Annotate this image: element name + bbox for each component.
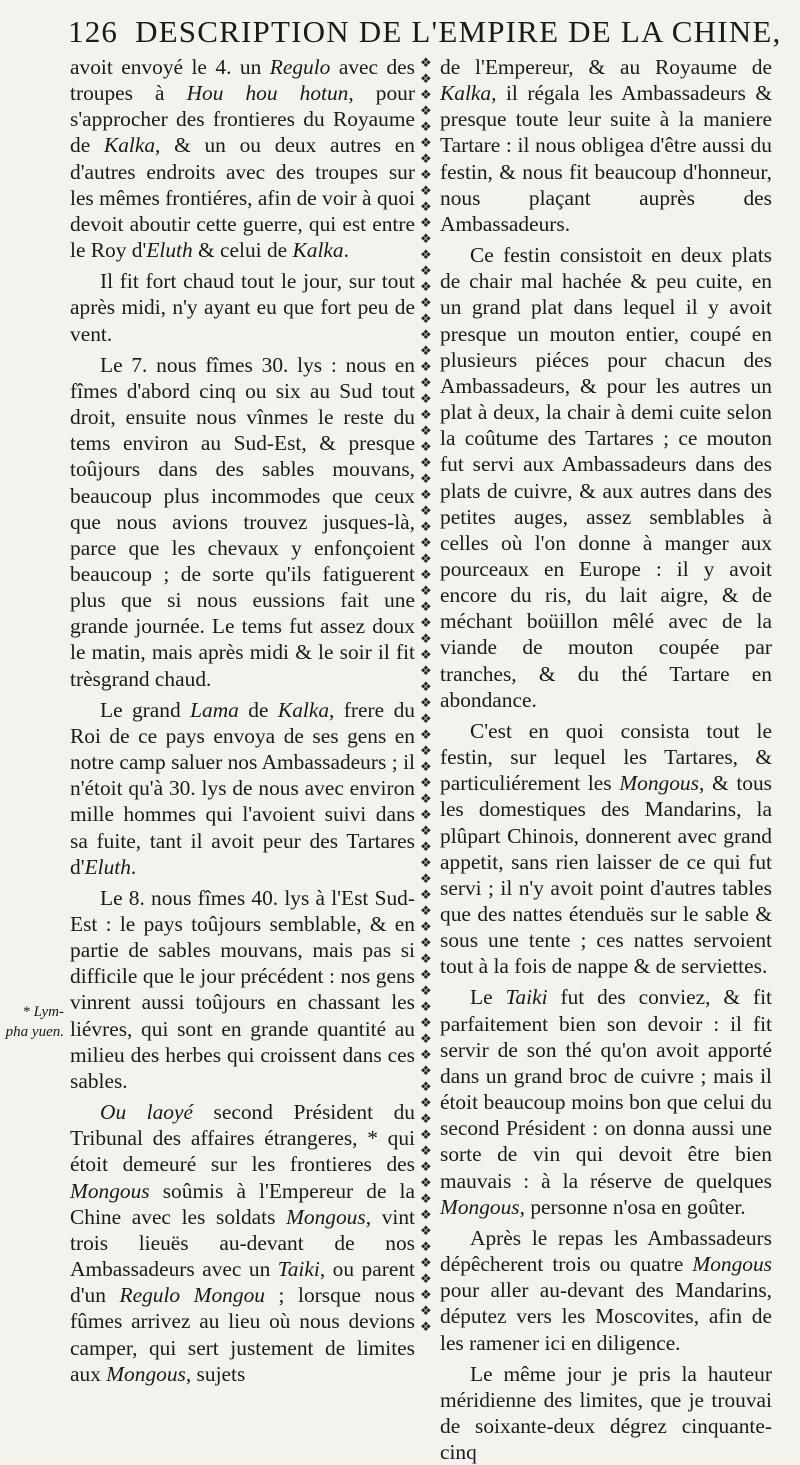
page-header bbox=[68, 14, 782, 54]
paragraph: Ce festin consistoit en deux plats de chair mal hachée & peu cuite, en un grand plat dans lequel il y avoit presque un mouton entier, coupé en plusieurs piéces pour chacun des Ambassadeurs, & pour les autres un plat à deux, la chair à demi cuite selon la coûtume des Tartares ; ce mouton fut servi aux Ambassadeurs dans des plats de cuivre, & aux autres dans des petites auges, assez semblables à celles où l'on donne à manger aux pourceaux en Europe : il y avoit encore du ris, du lait aigre, & de méchant boüillon mêlé avec de la viande de mouton coupée par tranches, & du thé Tartare en abondance. bbox=[440, 243, 772, 712]
column-ornament-divider: ❖❖❖❖❖❖❖❖❖❖❖❖❖❖❖❖❖❖❖❖❖❖❖❖❖❖❖❖❖❖❖❖❖❖❖❖❖❖❖❖❖❖❖❖❖❖❖❖❖❖❖❖❖❖❖❖❖❖❖❖❖❖❖❖❖❖❖❖❖❖❖❖❖❖❖❖❖❖❖❖ bbox=[420, 56, 432, 1335]
paragraph: avoit envoyé le 4. un Regulo avec des troupes à Hou hou hotun, pour s'approcher des frontieres du Royaume de Kalka, & un ou deux autres en d'autres endroits avec des troupes sur les mêmes frontiéres, afin de voir à quoi devoit aboutir cette guerre, qui est entre le Roy d'Eluth & celui de Kalka. bbox=[70, 55, 415, 263]
margin-note-line: * Lym- bbox=[22, 1004, 64, 1020]
paragraph: Le 7. nous fîmes 30. lys : nous en fîmes d'abord cinq ou six au Sud tout droit, ensuite nous vînmes le reste du tems environ au Sud-Est, & presque toûjours dans des sables mouvans, beaucoup plus incommodes que ceux que nous avions trouvez jusques-là, parce que les chevaux y enfonçoient beaucoup ; de sorte qu'ils fatiguerent plus que si nous eussions fait une grande journée. Le tems fut assez doux le matin, mais après midi & le soir il fit trèsgrand chaud. bbox=[70, 352, 415, 691]
paragraph: de l'Empereur, & au Royaume de Kalka, il régala les Ambassadeurs & presque toute leur suite à la maniere Tartare : il nous obligea d'être aussi du festin, & nous fit beaucoup d'honneur, nous plaçant auprès des Ambassadeurs. bbox=[440, 55, 772, 236]
left-column bbox=[70, 54, 415, 1387]
margin-note bbox=[4, 1002, 64, 1042]
paragraph: Le même jour je pris la hauteur méridienne des limites, que je trouvai de soixante-deux dégrez cinquante-cinq bbox=[440, 1361, 772, 1465]
paragraph: Il fit fort chaud tout le jour, sur tout après midi, n'y ayant eu que fort peu de vent. bbox=[70, 269, 415, 346]
right-column bbox=[440, 54, 772, 1465]
paragraph: Ou laoyé second Président du Tribunal des affaires étrangeres, * qui étoit demeuré sur les frontieres des Mongous soûmis à l'Empereur de la Chine avec les soldats Mongous, vint trois lieuës au-devant de nos Ambassadeurs avec un Taiki, ou parent d'un Regulo Mongou ; lorsque nous fûmes arrivez au lieu où nous devions camper, qui sert justement de limites aux Mongous, sujets bbox=[70, 1100, 415, 1386]
margin-note-line: pha yuen. bbox=[5, 1024, 64, 1040]
paragraph: C'est en quoi consista tout le festin, sur lequel les Tartares, & particuliérement les Mongous, & tous les domestiques des Mandarins, la plûpart Chinois, donnerent avec grand appetit, sans rien laisser de ce qui fut servi ; il n'y avoit point d'autres tables que des nattes étenduës sur le sable & sous une tente ; ces nattes servoient tout à la fois de nappe & de serviettes. bbox=[440, 718, 772, 979]
page-number: 126 bbox=[68, 14, 119, 49]
paragraph: Le 8. nous fîmes 40. lys à l'Est Sud-Est : le pays toûjours semblable, & en partie de sables mouvans, mais pas si difficile que le jour précédent : nos gens vinrent aussi toûjours en chassant les liévres, qui sont en grande quantité au milieu des herbes qui croissent dans ces sables. bbox=[70, 885, 415, 1093]
paragraph: Le grand Lama de Kalka, frere du Roi de ce pays envoya de ses gens en notre camp saluer nos Ambassadeurs ; il n'étoit qu'à 30. lys de nous avec environ mille hommes qui l'avoient suivi dans sa fuite, tant il avoit peur des Tartares d'Eluth. bbox=[70, 697, 415, 879]
paragraph: Le Taiki fut des conviez, & fit parfaitement bien son devoir : il fit servir de son thé qu'on avoit apporté dans un grand broc de cuivre ; mais il étoit beaucoup moins bon que celui du second Président : on donna aussi une sorte de vin qui devoit être bien mauvais : à la réserve de quelques Mongous, personne n'osa en goûter. bbox=[440, 985, 772, 1219]
paragraph: Après le repas les Ambassadeurs dépêcherent trois ou quatre Mongous pour aller au-devant des Mandarins, députez vers les Moscovites, afin de les ramener ici en diligence. bbox=[440, 1225, 772, 1355]
running-title: DESCRIPTION DE L'EMPIRE DE LA CHINE, bbox=[135, 14, 782, 49]
